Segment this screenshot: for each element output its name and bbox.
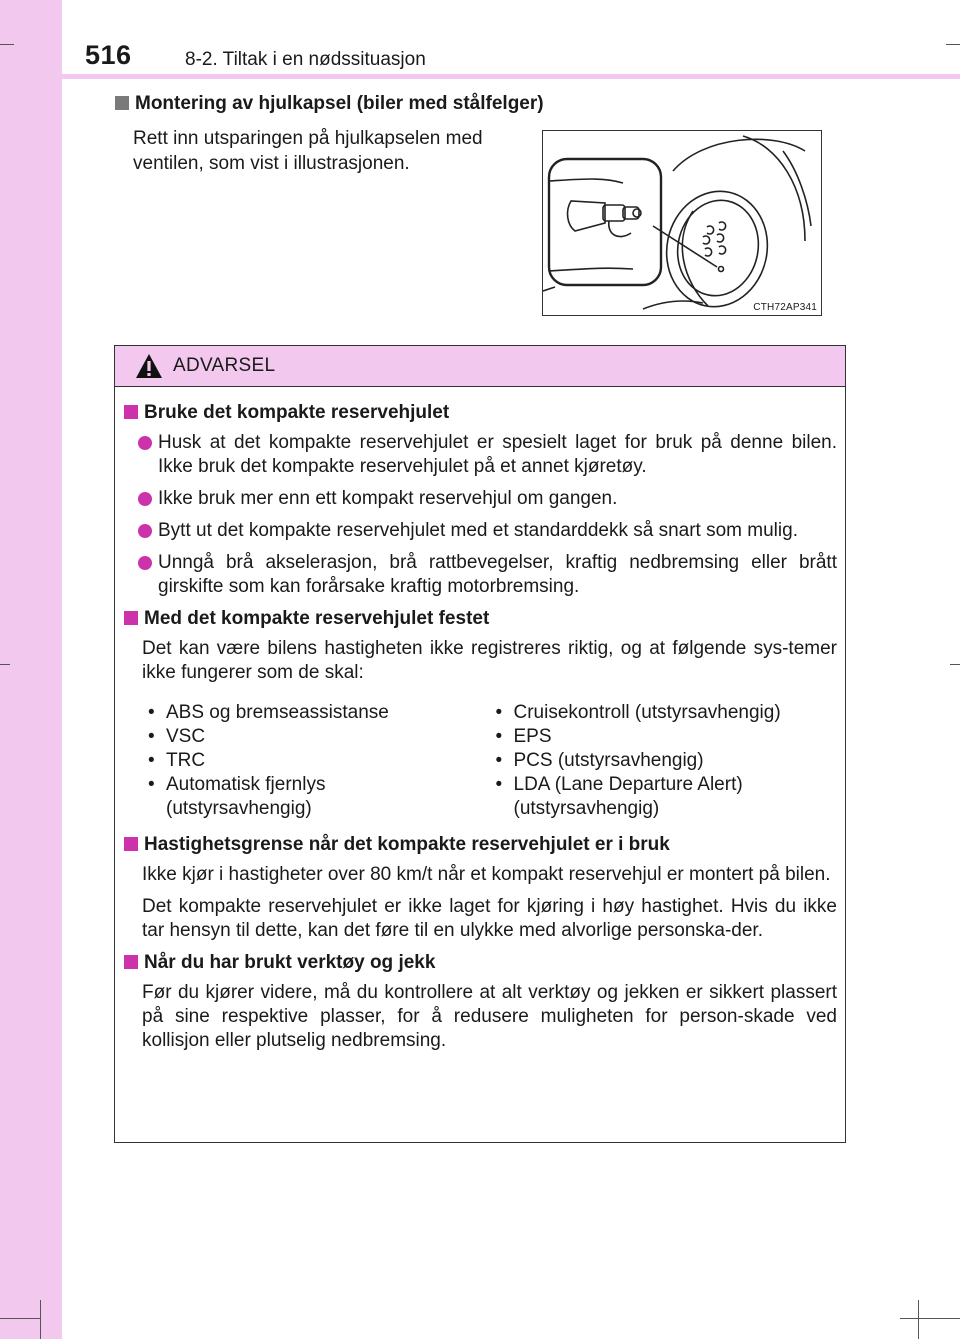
warning-box xyxy=(114,345,846,1143)
bullet-item: Ikke bruk mer enn ett kompakt reservehjul om gangen. xyxy=(124,487,837,511)
system-list-left xyxy=(142,701,490,821)
header-rule xyxy=(62,74,960,79)
section-text: Det kompakte reservehjulet er ikke laget for kjøring i høy hastighet. Hvis du ikke tar hensyn til dette, kan det føre til en ulykke med alvorlige personska-der. xyxy=(142,896,837,941)
crop-mark xyxy=(918,1300,919,1339)
section-heading: Når du har brukt verktøy og jekk xyxy=(124,951,837,975)
heading-marker-icon xyxy=(124,405,138,419)
wheel-cover-heading: Montering av hjulkapsel (biler med stålfelger) xyxy=(115,93,544,115)
crop-mark xyxy=(0,44,14,45)
heading-marker-icon xyxy=(124,955,138,969)
list-item: • LDA (Lane Departure Alert) (utstyrsavhengig) xyxy=(490,773,774,821)
bullet-dot-icon xyxy=(138,436,152,450)
wheel-cover-text: Rett inn utsparingen på hjulkapselen med ventilen, som vist i illustrasjonen. xyxy=(133,128,483,174)
crop-mark xyxy=(900,1318,960,1319)
section-text: Før du kjører videre, må du kontrollere at alt verktøy og jekken er sikkert plassert på sine respektive plasser, for å redusere muligheten for person-skade ved kollisjon eller plutselig nedbremsing. xyxy=(142,982,837,1051)
bullet-dot-icon xyxy=(138,556,152,570)
page-number: 516 xyxy=(85,40,132,70)
warning-body xyxy=(115,387,845,1053)
system-list-right xyxy=(490,701,838,821)
list-item: • PCS (utstyrsavhengig) xyxy=(490,749,838,773)
system-list xyxy=(124,701,837,821)
list-item: • VSC xyxy=(142,725,490,749)
warning-triangle-icon xyxy=(135,353,163,379)
section-text: Det kan være bilens hastigheten ikke registreres riktig, og at følgende sys-temer ikke fungerer som de skal: xyxy=(142,638,837,683)
side-color-band xyxy=(0,0,62,1339)
bullet-item: Bytt ut det kompakte reservehjulet med et standarddekk så snart som mulig. xyxy=(124,519,837,543)
bullet-dot-icon xyxy=(138,492,152,506)
crop-mark xyxy=(40,1300,41,1339)
wheel-valve-illustration-icon xyxy=(543,131,821,315)
heading-marker-icon xyxy=(124,611,138,625)
figure-code: CTH72AP341 xyxy=(753,302,817,313)
section-heading: Bruke det kompakte reservehjulet xyxy=(124,401,837,425)
list-item: • ABS og bremseassistanse xyxy=(142,701,490,725)
section-title: 8-2. Tiltak i en nødssituasjon xyxy=(185,49,426,70)
warning-title: ADVARSEL xyxy=(173,355,276,376)
bullet-dot-icon xyxy=(138,524,152,538)
crop-mark xyxy=(0,1318,40,1319)
heading-marker-icon xyxy=(124,837,138,851)
crop-mark xyxy=(950,664,960,665)
warning-header xyxy=(115,346,845,387)
bullet-item: Husk at det kompakte reservehjulet er spesielt laget for bruk på denne bilen. Ikke bruk det kompakte reservehjulet på et annet kjøretøy. xyxy=(124,431,837,479)
section-heading: Med det kompakte reservehjulet festet xyxy=(124,607,837,631)
section-heading: Hastighetsgrense når det kompakte reservehjulet er i bruk xyxy=(124,833,837,857)
list-item: • EPS xyxy=(490,725,838,749)
crop-mark xyxy=(0,664,10,665)
wheel-cover-illustration xyxy=(542,130,822,316)
bullet-item: Unngå brå akselerasjon, brå rattbevegelser, kraftig nedbremsing eller brått girskifte som kan forårsake kraftig motorbremsing. xyxy=(124,551,837,599)
list-item: • Automatisk fjernlys (utstyrsavhengig) xyxy=(142,773,346,821)
list-item: • TRC xyxy=(142,749,490,773)
section-text: Ikke kjør i hastigheter over 80 km/t når et kompakt reservehjul er montert på bilen. xyxy=(142,864,831,885)
crop-mark xyxy=(946,44,960,45)
list-item: • Cruisekontroll (utstyrsavhengig) xyxy=(490,701,838,725)
heading-marker-icon xyxy=(115,96,129,110)
